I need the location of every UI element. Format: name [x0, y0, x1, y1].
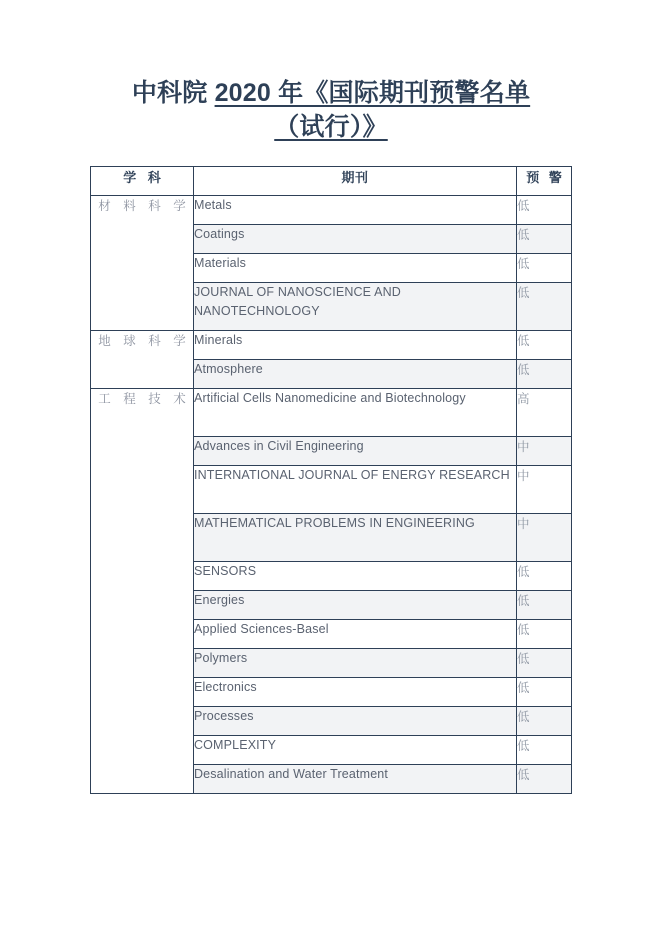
warning-level-cell: 低	[517, 331, 572, 360]
warning-level-cell: 中	[517, 514, 572, 562]
journal-name-cell: Processes	[194, 707, 517, 736]
column-header-subject: 学 科	[91, 167, 194, 196]
journal-name-cell: Energies	[194, 591, 517, 620]
journal-name-cell: Advances in Civil Engineering	[194, 437, 517, 466]
subject-cell: 工 程 技 术	[91, 389, 194, 794]
journal-name-cell: INTERNATIONAL JOURNAL OF ENERGY RESEARCH	[194, 466, 517, 514]
column-header-journal: 期刊	[194, 167, 517, 196]
journal-name-cell: Atmosphere	[194, 360, 517, 389]
journal-name-cell: Electronics	[194, 678, 517, 707]
warning-level-cell: 低	[517, 620, 572, 649]
warning-level-cell: 低	[517, 283, 572, 331]
warning-level-cell: 中	[517, 437, 572, 466]
warning-level-cell: 高	[517, 389, 572, 437]
table-row	[91, 331, 572, 360]
page-title	[0, 0, 662, 144]
journal-name-cell: Metals	[194, 196, 517, 225]
warning-level-cell: 低	[517, 765, 572, 794]
journal-warning-table	[90, 166, 572, 794]
title-year: 2020	[214, 79, 271, 107]
title-prefix: 中科院	[131, 79, 215, 107]
warning-level-cell: 低	[517, 562, 572, 591]
subject-cell: 地 球 科 学	[91, 331, 194, 389]
column-header-level: 预 警	[517, 167, 572, 196]
warning-level-cell: 低	[517, 225, 572, 254]
journal-name-cell: COMPLEXITY	[194, 736, 517, 765]
journal-name-cell: Polymers	[194, 649, 517, 678]
journal-name-cell: Desalination and Water Treatment	[194, 765, 517, 794]
warning-table-container	[0, 144, 662, 794]
table-row	[91, 389, 572, 437]
journal-name-cell: MATHEMATICAL PROBLEMS IN ENGINEERING	[194, 514, 517, 562]
journal-name-cell: Applied Sciences-Basel	[194, 620, 517, 649]
table-body	[91, 196, 572, 794]
table-header	[91, 167, 572, 196]
journal-name-cell: Artificial Cells Nanomedicine and Biotechnology	[194, 389, 517, 437]
warning-level-cell: 低	[517, 736, 572, 765]
journal-name-cell: Materials	[194, 254, 517, 283]
warning-level-cell: 低	[517, 649, 572, 678]
warning-level-cell: 低	[517, 360, 572, 389]
warning-level-cell: 低	[517, 707, 572, 736]
title-line1-rest: 年《国际期刊预警名单	[271, 79, 531, 107]
warning-level-cell: 低	[517, 591, 572, 620]
journal-name-cell: Minerals	[194, 331, 517, 360]
subject-cell: 材 料 科 学	[91, 196, 194, 331]
journal-name-cell: JOURNAL OF NANOSCIENCE AND NANOTECHNOLOGY	[194, 283, 517, 331]
warning-level-cell: 低	[517, 678, 572, 707]
warning-level-cell: 低	[517, 196, 572, 225]
table-header-row	[91, 167, 572, 196]
warning-level-cell: 低	[517, 254, 572, 283]
table-row	[91, 196, 572, 225]
journal-name-cell: SENSORS	[194, 562, 517, 591]
warning-level-cell: 中	[517, 466, 572, 514]
title-line2: （试行）》	[274, 113, 388, 141]
journal-name-cell: Coatings	[194, 225, 517, 254]
